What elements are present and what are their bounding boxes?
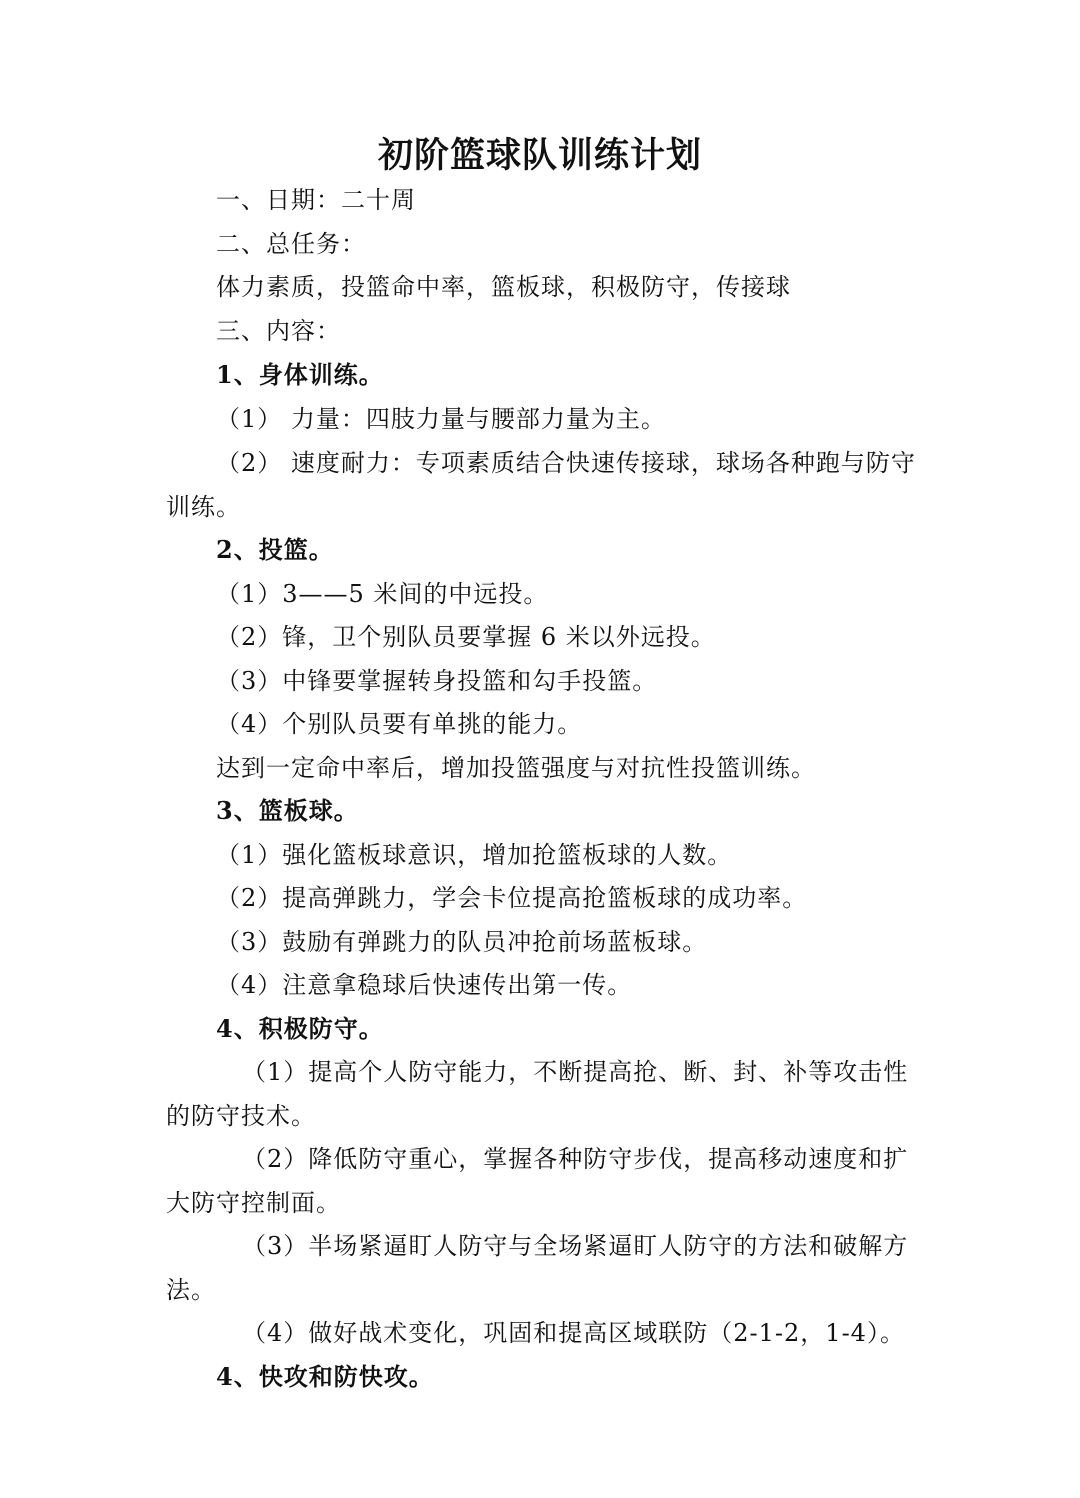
list-item: （4）个别队员要有单挑的能力。 — [216, 710, 583, 738]
list-item: （3）中锋要掌握转身投篮和勾手投篮。 — [216, 667, 658, 695]
section-physical-training: 1、身体训练。 — [216, 360, 384, 389]
shooting-summary: 达到一定命中率后，增加投篮强度与对抗性投篮训练。 — [216, 754, 816, 782]
list-item: （2）锋，卫个别队员要掌握 6 米以外远投。 — [216, 623, 716, 651]
list-item-continuation: 训练。 — [166, 493, 241, 521]
list-item: （3）鼓励有弹跳力的队员冲抢前场蓝板球。 — [216, 928, 708, 956]
section-fast-break: 4、快攻和防快攻。 — [216, 1362, 434, 1391]
section-shooting: 2、投篮。 — [216, 535, 334, 564]
list-item: （1）提高个人防守能力，不断提高抢、断、封、补等攻击性 — [242, 1058, 909, 1086]
list-item: （1） 力量：四肢力量与腰部力量为主。 — [216, 405, 666, 433]
list-item: （1）强化篮板球意识，增加抢篮板球的人数。 — [216, 841, 733, 869]
list-item-continuation: 大防守控制面。 — [166, 1189, 341, 1217]
list-item: （1）3——5 米间的中远投。 — [216, 580, 549, 608]
list-item: （4）做好战术变化，巩固和提高区域联防（2-1-2，1-4）。 — [242, 1319, 905, 1347]
list-item: （2）降低防守重心，掌握各种防守步伐，提高移动速度和扩 — [242, 1145, 909, 1173]
overall-task-text: 体力素质，投篮命中率，篮板球，积极防守，传接球 — [216, 273, 791, 301]
section-rebounding: 3、篮板球。 — [216, 796, 359, 825]
section-active-defense: 4、积极防守。 — [216, 1014, 384, 1043]
list-item: （4）注意拿稳球后快速传出第一传。 — [216, 971, 633, 999]
list-item-continuation: 的防守技术。 — [166, 1102, 316, 1130]
list-item-continuation: 法。 — [166, 1276, 216, 1304]
document-title: 初阶篮球队训练计划 — [377, 135, 702, 176]
list-item: （2） 速度耐力：专项素质结合快速传接球，球场各种跑与防守 — [216, 449, 916, 477]
list-item: （3）半场紧逼盯人防守与全场紧逼盯人防守的方法和破解方 — [242, 1232, 909, 1260]
list-item: （2）提高弹跳力，学会卡位提高抢篮板球的成功率。 — [216, 884, 808, 912]
overall-task-heading: 二、总任务： — [216, 230, 366, 258]
content-heading: 三、内容： — [216, 317, 341, 345]
date-line: 一、日期：二十周 — [216, 186, 416, 214]
